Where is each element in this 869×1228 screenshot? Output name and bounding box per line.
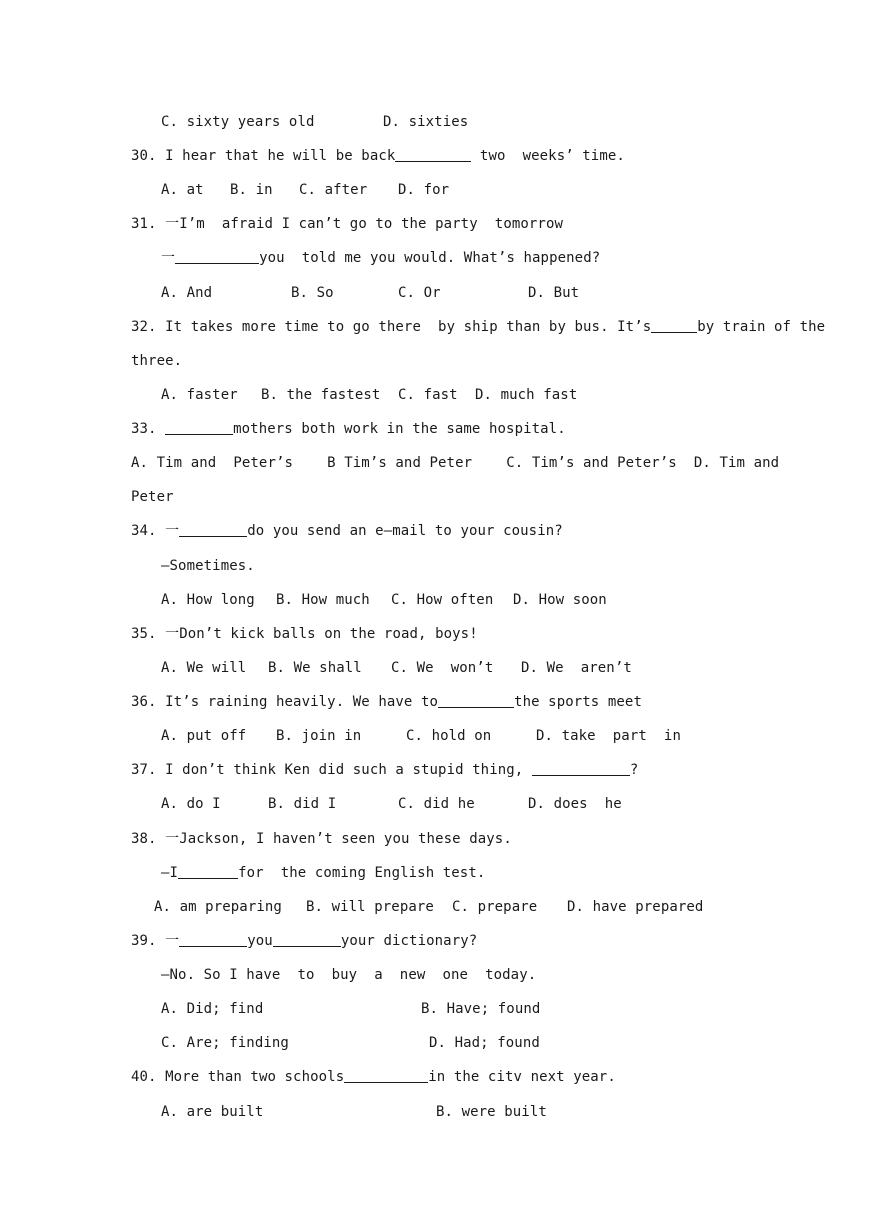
q35-option-b: B. We shall — [268, 660, 362, 676]
q34-response: —Sometimes. — [161, 558, 255, 574]
question-number: 34. — [131, 523, 157, 539]
q34-option-c: C. How often — [391, 592, 494, 608]
dash: 一 — [165, 933, 180, 949]
question-stem: you — [247, 933, 273, 949]
question-stem: by train of the — [697, 319, 826, 335]
q36-option-a: A. put off — [161, 728, 247, 744]
q33-options-continuation: Peter — [131, 489, 174, 505]
answer-blank — [165, 420, 233, 435]
question-stem: do you send an e—mail to your cousin? — [247, 523, 563, 539]
response-text: —I — [161, 865, 179, 881]
question-30 — [131, 147, 625, 165]
question-39 — [131, 932, 477, 950]
question-40 — [131, 1068, 616, 1086]
q35-option-a: A. We will — [161, 660, 247, 676]
q32-option-c: C. fast — [398, 387, 458, 403]
answer-blank — [175, 249, 259, 264]
q39-option-a: A. Did; find — [161, 1001, 264, 1017]
q32-stem-continuation: three. — [131, 353, 183, 369]
response-text: you told me you would. What’s happened? — [259, 250, 601, 266]
question-stem: I don’t think Ken did such a stupid thing, — [165, 762, 532, 778]
q39-option-c: C. Are; finding — [161, 1035, 289, 1051]
answer-blank — [344, 1068, 428, 1083]
q31-option-b: B. So — [291, 285, 334, 301]
question-35 — [131, 625, 478, 643]
q40-option-b: B. were built — [436, 1104, 547, 1120]
answer-blank — [395, 147, 471, 162]
question-33 — [131, 420, 566, 438]
question-stem: I hear that he will be back — [165, 148, 396, 164]
question-37 — [131, 761, 638, 779]
q36-option-c: C. hold on — [406, 728, 492, 744]
question-stem: 一Jackson, I haven’t seen you these days. — [165, 831, 512, 847]
q37-option-d: D. does he — [528, 796, 622, 812]
question-32 — [131, 318, 825, 336]
question-34 — [131, 522, 563, 540]
question-stem: ? — [629, 762, 639, 778]
q36-option-d: D. take part in — [536, 728, 681, 744]
question-number: 37. — [131, 762, 157, 778]
question-number: 39. — [131, 933, 157, 949]
answer-blank — [651, 318, 697, 333]
q37-option-a: A. do I — [161, 796, 221, 812]
question-number: 36. — [131, 694, 157, 710]
q39-response: —No. So I have to buy a new one today. — [161, 967, 537, 983]
q35-option-c: C. We won’t — [391, 660, 494, 676]
q36-option-b: B. join in — [276, 728, 362, 744]
question-number: 32. — [131, 319, 157, 335]
question-number: 31. — [131, 216, 157, 232]
q34-option-b: B. How much — [276, 592, 370, 608]
dash: 一 — [165, 523, 180, 539]
q29-option-d: D. sixties — [383, 114, 469, 130]
q39-option-d: D. Had; found — [429, 1035, 540, 1051]
q38-option-a: A. am preparing — [154, 899, 282, 915]
question-36 — [131, 693, 642, 711]
q31-option-c: C. Or — [398, 285, 441, 301]
q30-option-c: C. after — [299, 182, 368, 198]
q29-option-c: C. sixty years old — [161, 114, 315, 130]
question-number: 33. — [131, 421, 157, 437]
q31-option-d: D. But — [528, 285, 580, 301]
question-number: 35. — [131, 626, 157, 642]
answer-blank — [178, 864, 238, 879]
question-number: 40. — [131, 1069, 157, 1085]
question-stem: mothers both work in the same hospital. — [233, 421, 566, 437]
q37-option-b: B. did I — [268, 796, 337, 812]
dash: 一 — [161, 250, 176, 266]
q30-option-d: D. for — [398, 182, 450, 198]
question-stem: More than two schools — [165, 1069, 345, 1085]
q39-option-b: B. Have; found — [421, 1001, 541, 1017]
answer-blank — [179, 522, 247, 537]
q32-option-d: D. much fast — [475, 387, 578, 403]
q38-option-b: B. will prepare — [306, 899, 434, 915]
response-text: for the coming English test. — [238, 865, 486, 881]
q38-option-d: D. have prepared — [567, 899, 704, 915]
q30-option-b: B. in — [230, 182, 273, 198]
question-stem: It takes more time to go there by ship than by bus. It’s — [165, 319, 652, 335]
question-stem: the sports meet — [514, 694, 642, 710]
question-31 — [131, 215, 563, 233]
q34-option-d: D. How soon — [513, 592, 607, 608]
q37-option-c: C. did he — [398, 796, 475, 812]
answer-blank — [273, 932, 341, 947]
q40-option-a: A. are built — [161, 1104, 264, 1120]
answer-blank — [179, 932, 247, 947]
question-stem: It’s raining heavily. We have to — [165, 694, 439, 710]
answer-blank — [438, 693, 514, 708]
question-stem: your dictionary? — [340, 933, 478, 949]
question-number: 30. — [131, 148, 157, 164]
q32-option-a: A. faster — [161, 387, 238, 403]
question-stem: two weeks’ time. — [471, 148, 625, 164]
q32-option-b: B. the fastest — [261, 387, 381, 403]
question-38 — [131, 830, 512, 848]
q31-response — [161, 249, 600, 267]
answer-blank — [532, 761, 630, 776]
question-stem: 一Don’t kick balls on the road, boys! — [165, 626, 478, 642]
q30-option-a: A. at — [161, 182, 204, 198]
question-stem: 一I’m afraid I can’t go to the party tomorrow — [165, 216, 564, 232]
q33-options: A. Tim and Peter’s B Tim’s and Peter C. Tim’s and Peter’s D. Tim and — [131, 455, 780, 471]
q38-option-c: C. prepare — [452, 899, 538, 915]
q38-response — [161, 864, 485, 882]
question-stem: in the citv next year. — [428, 1069, 616, 1085]
q35-option-d: D. We aren’t — [521, 660, 632, 676]
question-number: 38. — [131, 831, 157, 847]
q34-option-a: A. How long — [161, 592, 255, 608]
q31-option-a: A. And — [161, 285, 213, 301]
